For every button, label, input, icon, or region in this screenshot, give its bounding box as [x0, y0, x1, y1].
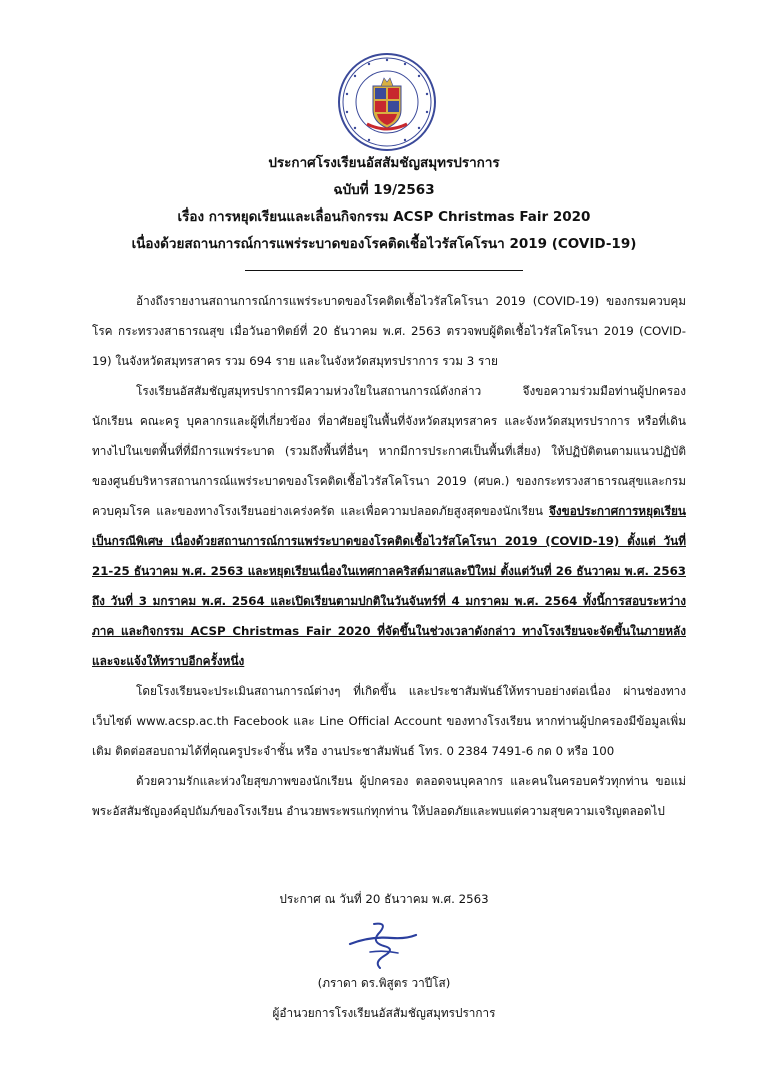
paragraph-reference: อ้างถึงรายงานสถานการณ์การแพร่ระบาดของโรคติดเชื้อไวรัสโคโรนา 2019 (COVID-19) ของกรมควบคุมโรค กระทรวงสาธารณสุข เมื่อวันอาทิตย์ที่ 20 ธันวาคม พ.ศ. 2563 ตรวจพบผู้ติดเชื้อไวรัสโคโรนา 2019 (COVID-19) ในจังหวัดสมุทรสาคร รวม 694 ราย และในจังหวัดสมุทรปราการ รวม 3 ราย — [92, 294, 686, 368]
announcement-body — [92, 286, 686, 826]
signature-block — [0, 968, 768, 1028]
announcement-header — [0, 150, 768, 258]
signer-title: ผู้อำนวยการโรงเรียนอัสสัมชัญสมุทรปราการ — [272, 1006, 496, 1020]
paragraph-announcement-text: โรงเรียนอัสสัมชัญสมุทรปราการมีความห่วงใยในสถานการณ์ดังกล่าว จึงขอความร่วมมือท่านผู้ปกครอง นักเรียน คณะครู บุคลากรและผู้ที่เกี่ยวข้อง ที่อาศัยอยู่ในพื้นที่จังหวัดสมุทรสาคร และจังหวัดสมุทรปราการ หรือที่เดินทางไปในเขตพื้นที่ที่มีการแพร่ระบาด (รวมถึงพื้นที่อื่นๆ หากมีการประกาศเป็นพื้นที่เสี่ยง) ให้ปฏิบัติตนตามแนวปฏิบัติของศูนย์บริหารสถานการณ์แพร่ระบาดของโรคติดเชื้อไวรัสโคโรนา 2019 (ศบค.) ของกระทรวงสาธารณสุขและกรมควบคุมโรค และของทางโรงเรียนอย่างเคร่งครัด และเพื่อความปลอดภัยสูงสุดของนักเรียน — [92, 384, 686, 518]
announcement-date: ประกาศ ณ วันที่ 20 ธันวาคม พ.ศ. 2563 — [279, 892, 489, 906]
header-reason: เนื่องด้วยสถานการณ์การแพร่ระบาดของโรคติดเชื้อไวรัสโคโรนา 2019 (COVID-19) — [131, 236, 637, 252]
signer-name: (ภราดา ดร.พิสูตร วาปีโส) — [317, 976, 451, 990]
header-subject: เรื่อง การหยุดเรียนและเลื่อนกิจกรรม ACSP Christmas Fair 2020 — [177, 209, 591, 225]
closure-notice-emphasis: จึงขอประกาศการหยุดเรียนเป็นกรณีพิเศษ เนื่องด้วยสถานการณ์การแพร่ระบาดของโรคติดเชื้อไวรัสโคโรนา 2019 (COVID-19) ตั้งแต่ วันที่ 21-25 ธันวาคม พ.ศ. 2563 และหยุดเรียนเนื่องในเทศกาลคริสต์มาสและปีใหม่ ตั้งแต่วันที่ 26 ธันวาคม พ.ศ. 2563 ถึง วันที่ 3 มกราคม พ.ศ. 2564 และเปิดเรียนตามปกติในวันจันทร์ที่ 4 มกราคม พ.ศ. 2564 ทั้งนี้การสอบระหว่างภาค และกิจกรรม ACSP Christmas Fair 2020 ที่จัดขึ้นในช่วงเวลาดังกล่าว ทางโรงเรียนจะจัดขึ้นในภายหลัง และจะแจ้งให้ทราบอีกครั้งหนึ่ง — [92, 504, 686, 668]
header-divider — [245, 270, 523, 271]
director-signature-icon — [340, 918, 422, 972]
header-school-title: ประกาศโรงเรียนอัสสัมชัญสมุทรปราการ — [268, 155, 500, 171]
school-seal-icon — [337, 52, 437, 152]
paragraph-contact: โดยโรงเรียนจะประเมินสถานการณ์ต่างๆ ที่เกิดขึ้น และประชาสัมพันธ์ให้ทราบอย่างต่อเนื่อง ผ่านช่องทางเว็บไซต์ www.acsp.ac.th Facebook และ Line Official Account ของทางโรงเรียน หากท่านผู้ปกครองมีข้อมูลเพิ่มเติม ติดต่อสอบถามได้ที่คุณครูประจำชั้น หรือ งานประชาสัมพันธ์ โทร. 0 2384 7491-6 กด 0 หรือ 100 — [92, 684, 686, 758]
paragraph-announcement — [92, 376, 686, 676]
header-issue-number: ฉบับที่ 19/2563 — [333, 182, 435, 198]
paragraph-blessing: ด้วยความรักและห่วงใยสุขภาพของนักเรียน ผู้ปกครอง ตลอดจนบุคลากร และคนในครอบครัวทุกท่าน ขอแม่พระอัสสัมชัญองค์อุปถัมภ์ของโรงเรียน อำนวยพระพรแก่ทุกท่าน ให้ปลอดภัยและพบแต่ความสุขความเจริญตลอดไป — [92, 774, 686, 818]
